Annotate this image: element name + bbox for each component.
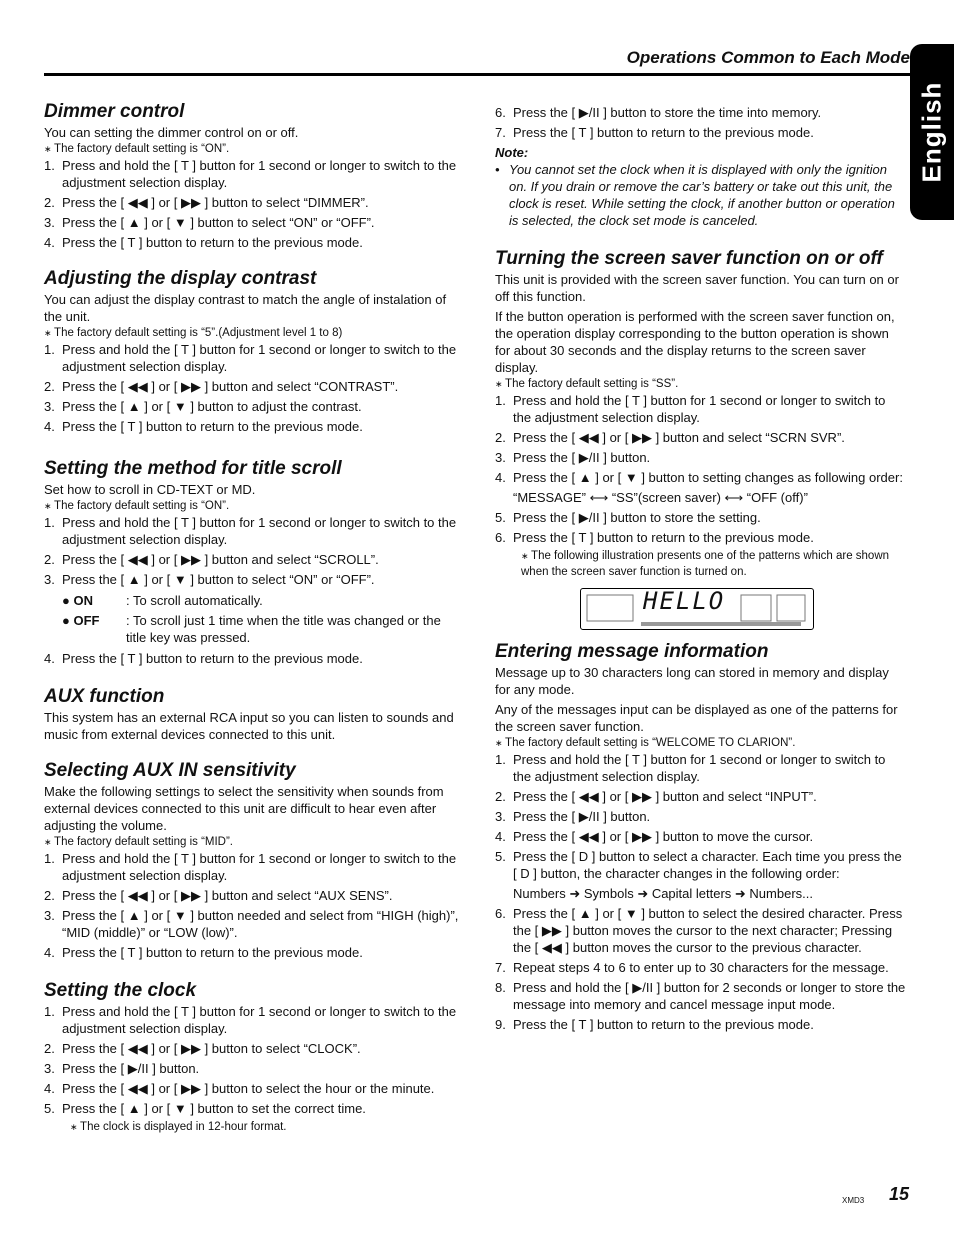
step-list	[495, 392, 907, 580]
section-title: Selecting AUX IN sensitivity	[44, 760, 296, 781]
step-list	[495, 751, 907, 1033]
right-column	[495, 104, 907, 1036]
note-box	[495, 144, 907, 229]
order-sequence: “MESSAGE” ⟷ “SS”(screen saver) ⟷ “OFF (off)”	[513, 490, 808, 505]
language-tab	[910, 44, 954, 220]
section-title: Dimmer control	[44, 101, 185, 122]
section-intro: Set how to scroll in CD-TEXT or MD.	[44, 482, 256, 497]
step: 2. Press the [ ◀◀ ] or [ ▶▶ ] button and select “SCROLL”.	[44, 552, 379, 567]
model-code: XMD3	[842, 1196, 865, 1205]
lcd-text: HELLO	[643, 587, 726, 615]
step: 4. Press the [ T ] button to return to the previous mode.	[44, 419, 363, 434]
section-intro: Message up to 30 characters long can stored in memory and display for any mode.	[495, 665, 889, 697]
running-header: Operations Common to Each Mode	[626, 48, 910, 67]
section-title: Setting the method for title scroll	[44, 458, 342, 479]
page-number: 15	[889, 1184, 910, 1204]
lcd-display-illustration	[580, 588, 814, 630]
step-list	[44, 341, 464, 435]
language-tab-label: English	[916, 81, 947, 183]
step-list	[44, 1003, 464, 1135]
section-body: Any of the messages input can be displayed as one of the patterns for the screen saver function.	[495, 702, 898, 734]
section-intro: You can adjust the display contrast to match the angle of instalation of the unit.	[44, 292, 447, 324]
default-note: ∗ The factory default setting is “ON”.	[44, 141, 464, 157]
step: 5. Press the [ ▲ ] or [ ▼ ] button to set the correct time. ∗ The clock is displayed in 12-hour format.	[44, 1100, 464, 1135]
step-note: ∗ The clock is displayed in 12-hour format.	[62, 1119, 464, 1135]
step: 5. Press the [ D ] button to select a character. Each time you press the [ D ] button, the character changes in the following order: Numbers ➜ Symbols ➜ Capital letters ➜ Numbers...	[495, 848, 907, 902]
default-note: ∗ The factory default setting is “MID”.	[44, 834, 464, 850]
section-title: Adjusting the display contrast	[44, 268, 317, 289]
step: 1. Press and hold the [ T ] button for 1 second or longer to switch to the adjustment selection display.	[44, 158, 457, 190]
step: 5. Press the [ ▶/II ] button to store the setting.	[495, 510, 761, 525]
step: 2. Press the [ ◀◀ ] or [ ▶▶ ] button and select “CONTRAST”.	[44, 379, 399, 394]
section-body: This system has an external RCA input so you can listen to sounds and music from external devices connected to this unit.	[44, 710, 454, 742]
note-title: Note:	[495, 145, 529, 160]
step: 4. Press the [ ◀◀ ] or [ ▶▶ ] button to select the hour or the minute.	[44, 1081, 435, 1096]
step: 2. Press the [ ◀◀ ] or [ ▶▶ ] button to select “DIMMER”.	[44, 195, 369, 210]
step: 8. Press and hold the [ ▶/II ] button for 2 seconds or longer to store the message into memory and cancel message input mode.	[495, 980, 906, 1012]
step: 2. Press the [ ◀◀ ] or [ ▶▶ ] button and select “INPUT”.	[495, 789, 817, 804]
step: 9. Press the [ T ] button to return to the previous mode.	[495, 1017, 814, 1032]
step: 3. Press the [ ▶/II ] button.	[44, 1061, 200, 1076]
section-title: Setting the clock	[44, 980, 197, 1001]
step: 6. Press the [ T ] button to return to the previous mode. ∗ The following illustration presents one of the patterns which are shown when the screen saver function is turned on.	[495, 529, 907, 580]
left-column	[44, 100, 464, 1138]
step-list	[495, 104, 907, 141]
section-title: Entering message information	[495, 641, 769, 662]
step: 6. Press the [ ▲ ] or [ ▼ ] button to select the desired character. Press the [ ▶▶ ] button moves the cursor to the next character; Pressing the [ ◀◀ ] button moves the cursor to the previous character.	[495, 906, 903, 955]
default-note: ∗ The factory default setting is “ON”.	[44, 498, 464, 514]
step: 3. Press the [ ▲ ] or [ ▼ ] button to select “ON” or “OFF”.	[44, 572, 375, 587]
order-sequence: Numbers ➜ Symbols ➜ Capital letters ➜ Numbers...	[513, 886, 813, 901]
default-note: ∗ The factory default setting is “5”.(Adjustment level 1 to 8)	[44, 325, 464, 341]
step: 4. Press the [ T ] button to return to the previous mode.	[44, 945, 363, 960]
step-list	[44, 650, 464, 667]
step-note: ∗ The following illustration presents one of the patterns which are shown when the screen saver function is turned on.	[513, 548, 907, 580]
section-title: AUX function	[44, 686, 165, 707]
step: 1. Press and hold the [ T ] button for 1 second or longer to switch to the adjustment selection display.	[44, 1004, 457, 1036]
section-title: Turning the screen saver function on or off	[495, 248, 883, 269]
header-rule	[44, 73, 910, 76]
step-list	[44, 157, 464, 251]
section-body: If the button operation is performed with the screen saver function on, the operation display corresponding to the button operation is shown for about 30 seconds and the display returns to the screen saver display.	[495, 309, 895, 375]
step-list	[44, 514, 464, 588]
step: 3. Press the [ ▶/II ] button.	[495, 450, 651, 465]
step: 1. Press and hold the [ T ] button for 1 second or longer to switch to the adjustment selection display.	[495, 393, 886, 425]
section-intro: Make the following settings to select the sensitivity when sounds from external devices connected to this unit are difficult to hear even after adjusting the volume.	[44, 784, 444, 833]
option-row: ● OFF : To scroll just 1 time when the title was changed or the title key was pressed.	[62, 613, 441, 645]
option-list	[62, 592, 464, 646]
step: 4. Press the [ T ] button to return to the previous mode.	[44, 651, 363, 666]
step: 2. Press the [ ◀◀ ] or [ ▶▶ ] button to select “CLOCK”.	[44, 1041, 361, 1056]
step: 7. Repeat steps 4 to 6 to enter up to 30 characters for the message.	[495, 960, 889, 975]
step: 3. Press the [ ▶/II ] button.	[495, 809, 651, 824]
step: 1. Press and hold the [ T ] button for 1 second or longer to switch to the adjustment selection display.	[44, 515, 457, 547]
step: 1. Press and hold the [ T ] button for 1 second or longer to switch to the adjustment selection display.	[495, 752, 886, 784]
step: 4. Press the [ T ] button to return to the previous mode.	[44, 235, 363, 250]
step: 3. Press the [ ▲ ] or [ ▼ ] button needed and select from “HIGH (high)”, “MID (middle)” or “LOW (low)”.	[44, 908, 459, 940]
step: 2. Press the [ ◀◀ ] or [ ▶▶ ] button and select “SCRN SVR”.	[495, 430, 845, 445]
step: 1. Press and hold the [ T ] button for 1 second or longer to switch to the adjustment selection display.	[44, 342, 457, 374]
step: 3. Press the [ ▲ ] or [ ▼ ] button to select “ON” or “OFF”.	[44, 215, 375, 230]
step: 4. Press the [ ▲ ] or [ ▼ ] button to setting changes as following order: “MESSAGE” ⟷ “SS”(screen saver) ⟷ “OFF (off)”	[495, 469, 907, 506]
section-intro: This unit is provided with the screen saver function. You can turn on or off this function.	[495, 272, 899, 304]
section-intro: You can setting the dimmer control on or off.	[44, 125, 299, 140]
note-item: • You cannot set the clock when it is displayed with only the ignition on. If you drain or remove the car’s battery or take out this unit, the clock is reset. While setting the clock, if another button or operation is selected, the clock set mode is canceled.	[495, 161, 907, 229]
default-note: ∗ The factory default setting is “SS”.	[495, 376, 907, 392]
step: 4. Press the [ ◀◀ ] or [ ▶▶ ] button to move the cursor.	[495, 829, 814, 844]
step: 2. Press the [ ◀◀ ] or [ ▶▶ ] button and select “AUX SENS”.	[44, 888, 393, 903]
option-row: ● ON : To scroll automatically.	[62, 593, 263, 608]
step: 3. Press the [ ▲ ] or [ ▼ ] button to adjust the contrast.	[44, 399, 362, 414]
step-list	[44, 850, 464, 961]
default-note: ∗ The factory default setting is “WELCOME TO CLARION”.	[495, 735, 907, 751]
step: 1. Press and hold the [ T ] button for 1 second or longer to switch to the adjustment selection display.	[44, 851, 457, 883]
step: 7. Press the [ T ] button to return to the previous mode.	[495, 125, 814, 140]
step: 6. Press the [ ▶/II ] button to store the time into memory.	[495, 105, 822, 120]
